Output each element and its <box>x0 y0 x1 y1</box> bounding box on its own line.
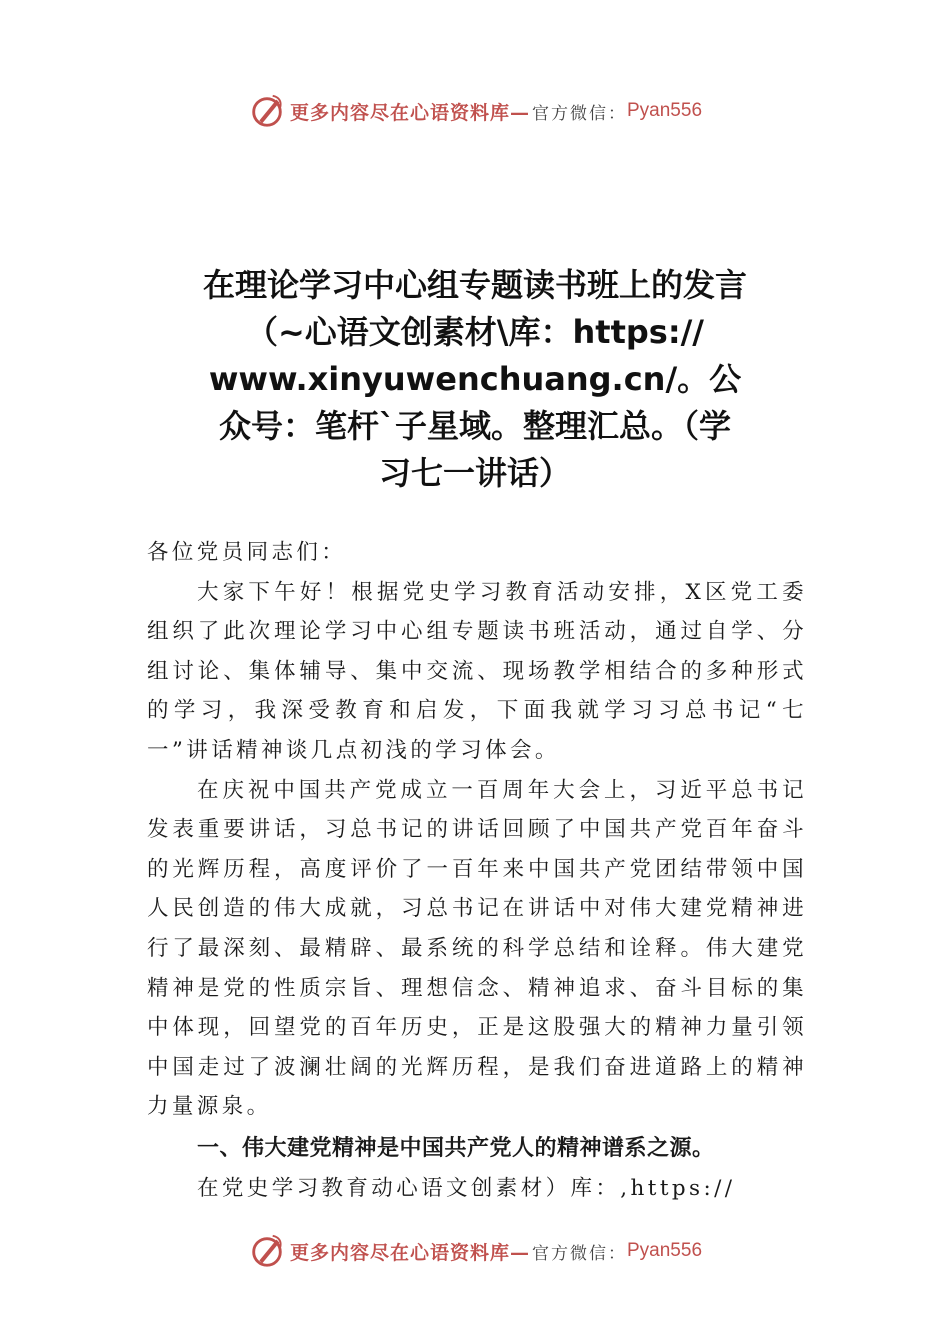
title-line: www.xinyuwenchuang.cn/。公 <box>208 360 742 398</box>
title-line: 习七一讲话） <box>378 454 571 492</box>
salutation: 各位党员同志们： <box>147 540 347 565</box>
banner-wechat-label: 官方微信： <box>532 1243 627 1264</box>
banner-text: 更多内容尽在心语资料库— <box>289 101 530 124</box>
banner-text: 更多内容尽在心语资料库— <box>289 1241 530 1264</box>
title-line: 在理论学习中心组专题读书班上的发言 <box>202 266 747 304</box>
footer-banner <box>0 1232 950 1270</box>
banner-wechat-id: Pyan556 <box>627 100 703 121</box>
pen-logo-icon <box>248 92 286 130</box>
paragraph: 大家下午好！根据党史学习教育活动安排，X区党工委组织了此次理论学习中心组专题读书班活动，通过自学、分组讨论、集体辅导、集中交流、现场教学相结合的多种形式的学习，我深受教育和启发，下面我就学习习总书记“七一”讲话精神谈几点初浅的学习体会。 <box>147 579 807 763</box>
pen-logo-icon <box>248 1232 286 1270</box>
paragraph: 在庆祝中国共产党成立一百周年大会上，习近平总书记发表重要讲话，习总书记的讲话回顾了中国共产党百年奋斗的光辉历程，高度评价了一百年来中国共产党团结带领中国人民创造的伟大成就，习总书记在讲话中对伟大建党精神进行了最深刻、最精辟、最系统的科学总结和诠释。伟大建党精神是党的性质宗旨、理想信念、精神追求、奋斗目标的集中体现，回望党的百年历史，正是这股强大的精神力量引领中国走过了波澜壮阔的光辉历程，是我们奋进道路上的精神力量源泉。 <box>147 777 807 1120</box>
title-line: （~心语文创素材\库：https:// <box>245 313 704 351</box>
header-banner <box>0 92 950 130</box>
title-line: 众号：笔杆`子星域。整理汇总。（学 <box>218 407 731 445</box>
section-heading: 一、伟大建党精神是中国共产党人的精神谱系之源。 <box>197 1135 715 1161</box>
banner-wechat-label: 官方微信： <box>532 103 627 124</box>
banner-wechat-id: Pyan556 <box>627 1240 703 1261</box>
document-title <box>150 262 800 497</box>
paragraph: 在党史学习教育动心语文创素材）库：,https:// <box>197 1175 736 1201</box>
document-body <box>147 533 807 1209</box>
